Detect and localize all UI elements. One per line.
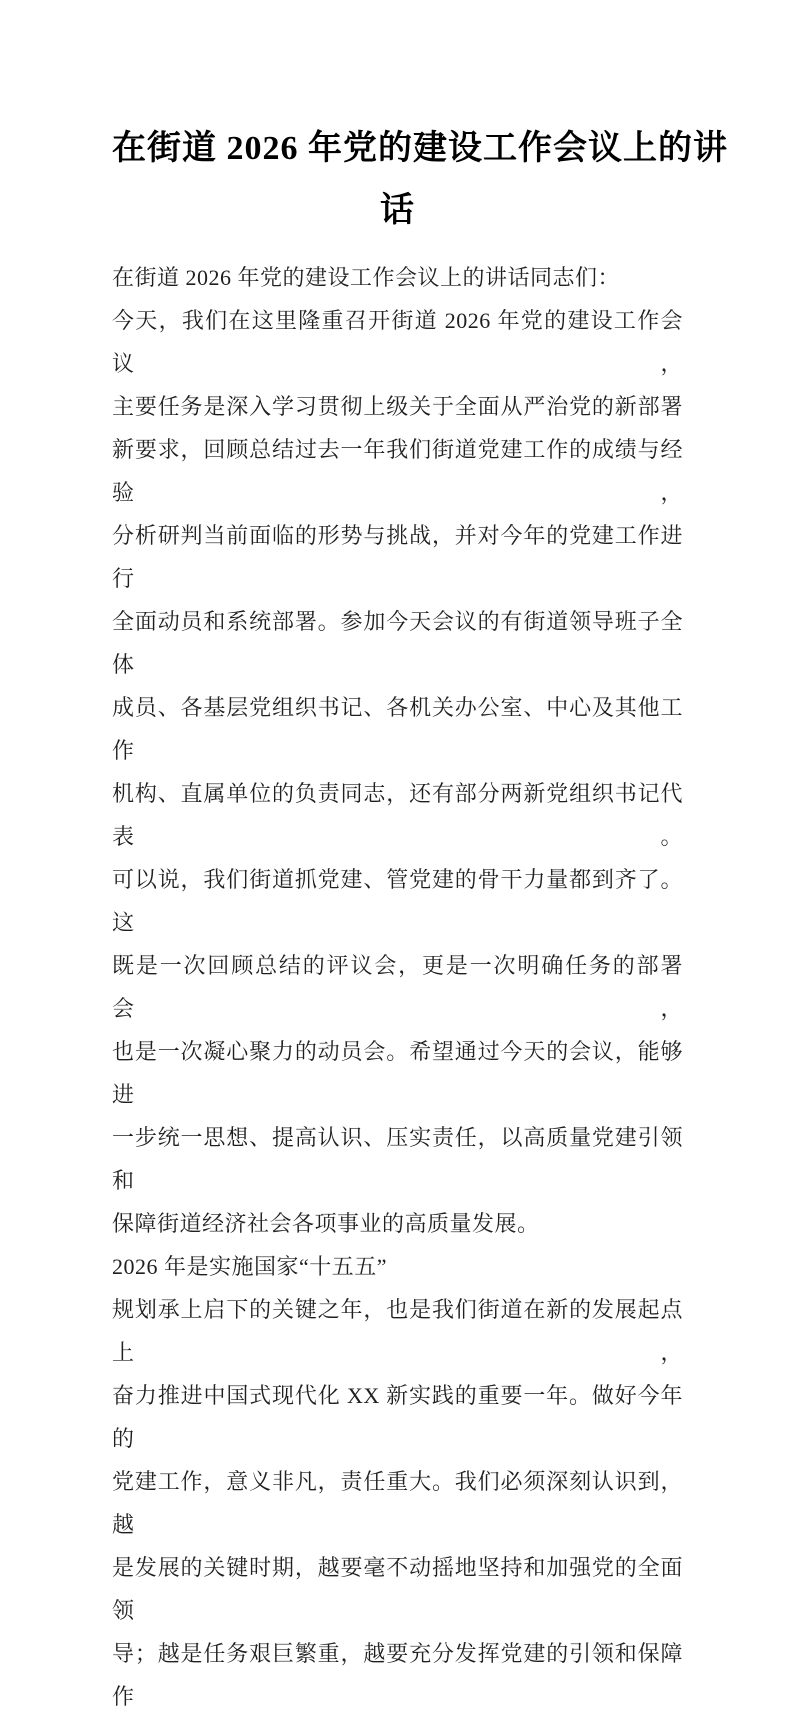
paragraph-line: 主要任务是深入学习贯彻上级关于全面从严治党的新部署: [112, 394, 683, 419]
paragraph-line: 一步统一思想、提高认识、压实责任，以高质量党建引领和: [112, 1125, 683, 1193]
document-body: [112, 256, 683, 1718]
paragraph-line: 分析研判当前面临的形势与挑战，并对今年的党建工作进行: [112, 523, 683, 591]
paragraph-line: 2026 年是实施国家“十五五”: [112, 1254, 388, 1279]
paragraph-line: 保障街道经济社会各项事业的高质量发展。: [112, 1211, 540, 1236]
paragraph-line: 全面动员和系统部署。参加今天会议的有街道领导班子全体: [112, 609, 683, 677]
paragraph-line: 机构、直属单位的负责同志，还有部分两新党组织书记代表。: [112, 781, 683, 849]
paragraph-line: 成员、各基层党组织书记、各机关办公室、中心及其他工作: [112, 695, 683, 763]
paragraph-line: 也是一次凝心聚力的动员会。希望通过今天的会议，能够进: [112, 1039, 683, 1107]
paragraph-line: 可以说，我们街道抓党建、管党建的骨干力量都到齐了。这: [112, 867, 683, 935]
title-line-2: 话: [380, 192, 415, 229]
paragraph-line: 是发展的关键时期，越要毫不动摇地坚持和加强党的全面领: [112, 1555, 683, 1623]
paragraph-line: 规划承上启下的关键之年，也是我们街道在新的发展起点上，: [112, 1297, 683, 1365]
title-line-1: 在街道 2026 年党的建设工作会议上的讲: [112, 130, 728, 167]
paragraph-line: 导；越是任务艰巨繁重，越要充分发挥党建的引领和保障作: [112, 1641, 683, 1709]
paragraph-line: 既是一次回顾总结的评议会，更是一次明确任务的部署会，: [112, 953, 683, 1021]
paragraph-line: 新要求，回顾总结过去一年我们街道党建工作的成绩与经验，: [112, 437, 683, 505]
paragraph-line: 党建工作，意义非凡，责任重大。我们必须深刻认识到，越: [112, 1469, 683, 1537]
paragraph-line: 奋力推进中国式现代化 XX 新实践的重要一年。做好今年的: [112, 1383, 683, 1451]
document-title: [112, 118, 728, 242]
paragraph-line: 今天，我们在这里隆重召开街道 2026 年党的建设工作会议，: [112, 308, 683, 376]
paragraph-line: 在街道 2026 年党的建设工作会议上的讲话同志们：: [112, 265, 621, 290]
